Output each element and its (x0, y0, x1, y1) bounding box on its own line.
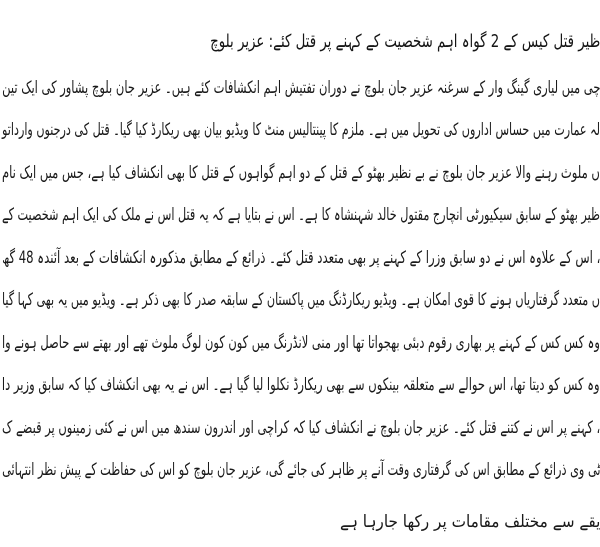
article-text-line (0, 113, 600, 147)
article-text-line (0, 241, 600, 275)
article-text-line-content: ، اس کے علاوہ اس نے دو سابق وزرا کے کہنے پر بھی متعدد قتل کئے۔ ذرائع کے مطابق مذکورہ انکشافات کے بعد آئندہ 48 گھ (1, 248, 600, 268)
article-text-line-content: ں ملوث رہنے والا عزیر جان بلوچ نے بے نظیر بھٹو کے قتل کے دو اہم گواہوں کے قتل کا بھی انکشاف کیا ہے، جس میں ایک نام (2, 163, 600, 183)
article-last-line (338, 505, 600, 539)
article-text-line-content: لہ عمارت میں حساس اداروں کی تحویل میں ہے۔ ملزم کا پینتالیس منٹ کا ویڈیو بیان بھی ریکارڈ کیا گیا۔ قتل کی درجنوں وارداتو (1, 120, 600, 140)
article-text-line (0, 326, 600, 360)
article-text-line-content: ٹی وی ذرائع کے مطابق اس کی گرفتاری وقت آنے پر ظاہر کی جائے گی، عزیر جان بلوچ کو اس کی حفاظت کے پیش نظر انتہائی (1, 460, 600, 480)
article-text-line (0, 453, 600, 487)
article-text-line-content: ظیر بھٹو کے سابق سیکیورٹی انچارج مقتول خالد شہنشاہ کا ہے۔ اس نے بتایا ہے کہ یہ قتل اس نے ملک کی ایک اہم شخصیت کے (2, 205, 600, 225)
article-headline (208, 25, 600, 59)
article-text-line-content: ں متعدد گرفتاریاں ہونے کا قوی امکان ہے۔ ویڈیو ریکارڈنگ میں پاکستان کے سابقہ صدر کا بھی ذکر ہے۔ ویڈیو میں یہ بھی کہا گیا (2, 290, 600, 310)
article-text-line (0, 368, 600, 402)
article-text-line-content: وہ کس کو دیتا تھا، اس حوالے سے متعلقہ بینکوں سے بھی ریکارڈ نکلوا لیا گیا ہے۔ اس نے یہ بھی انکشاف کیا کہ سابق وزیر دا (2, 375, 600, 395)
article-text-line (0, 411, 600, 445)
article-text-line (0, 198, 600, 232)
article-text-line (0, 71, 600, 105)
article-text-line-content: چی میں لیاری گینگ وار کے سرغنہ عزیر جان بلوچ نے دوران تفتیش اہم انکشافات کئے ہیں۔ عزیر جان بلوچ پشاور کی ایک تین (1, 78, 600, 98)
article-headline-text: ظیر قتل کیس کے 2 گواہ اہم شخصیت کے کہنے پر قتل کئے: عزیر بلوچ (209, 31, 600, 52)
article-text-line (0, 156, 600, 190)
article-text-line-content: ، کہنے پر اس نے کتنے قتل کئے۔ عزیر جان بلوچ نے انکشاف کیا کہ کراچی اور اندرون سندھ میں اس نے کئی زمینوں پر قبضے ک (1, 418, 600, 438)
article-text-line-content: یقے سے مختلف مقامات پر رکھا جارہا ہے (339, 512, 600, 532)
article-text-line-content: وہ کس کس کے کہنے پر بھاری رقوم دبئی بھجواتا تھا اور منی لانڈرنگ میں کون کون لوگ ملوث تھے اور بھتے سے حاصل ہونے وا (2, 333, 600, 353)
article-text-line (0, 283, 600, 317)
